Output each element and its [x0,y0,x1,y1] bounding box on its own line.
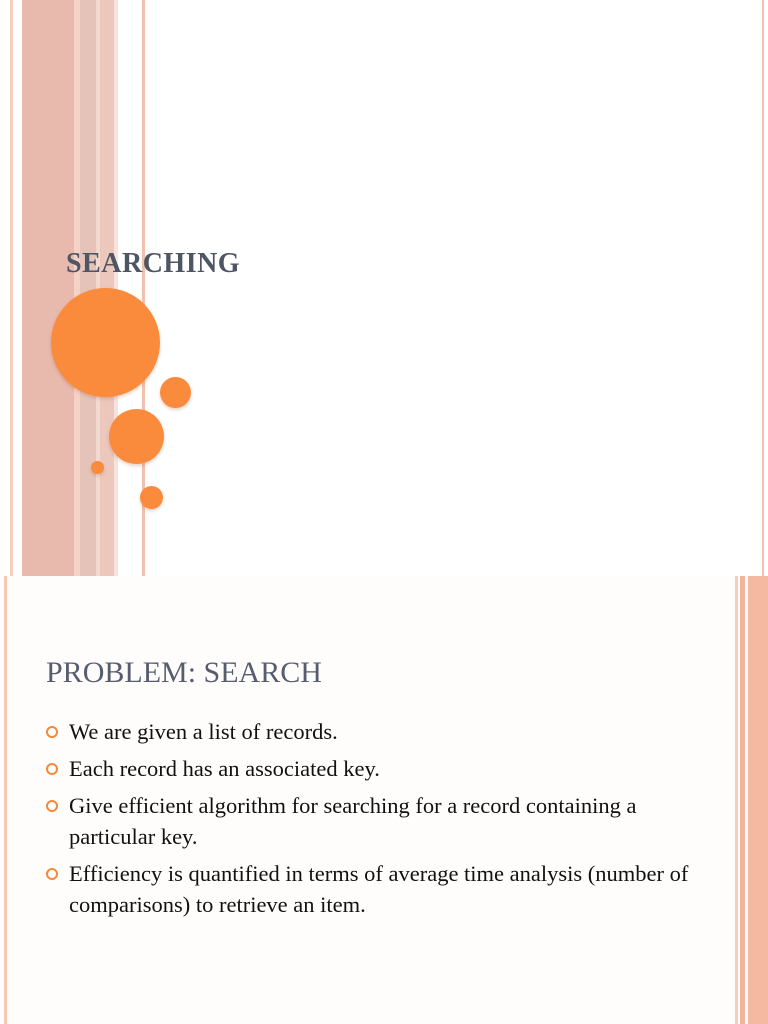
decorative-circle [51,288,160,397]
circle-bullet-icon [46,868,58,880]
circle-bullet-icon [46,800,58,812]
bullet-text: Each record has an associated key. [69,756,380,781]
slide-title: SEARCHING [66,248,241,279]
decorative-stripe [735,576,738,1024]
decorative-stripe [740,576,745,1024]
bullet-text: Efficiency is quantified in terms of average time analysis (number of comparisons) to retrieve an item. [69,861,689,917]
bullet-text: Give efficient algorithm for searching for a record containing a particular key. [69,793,637,849]
decorative-circle [109,409,164,464]
decorative-stripe [80,0,96,576]
decorative-stripe [762,0,764,576]
bullet-text: We are given a list of records. [69,719,338,744]
content-slide [0,576,768,1024]
decorative-stripe [748,576,768,1024]
circle-bullet-icon [46,763,58,775]
decorative-circle [91,461,104,474]
decorative-stripe [22,0,74,576]
decorative-stripe [10,0,13,576]
list-item [46,858,696,920]
list-item [46,790,696,852]
list-item [46,753,696,784]
slide-title: PROBLEM: SEARCH [46,656,322,689]
circle-bullet-icon [46,726,58,738]
decorative-circle [160,377,191,408]
decorative-stripe [4,576,7,1024]
decorative-circle [140,486,163,509]
bullet-list [46,716,696,926]
list-item [46,716,696,747]
